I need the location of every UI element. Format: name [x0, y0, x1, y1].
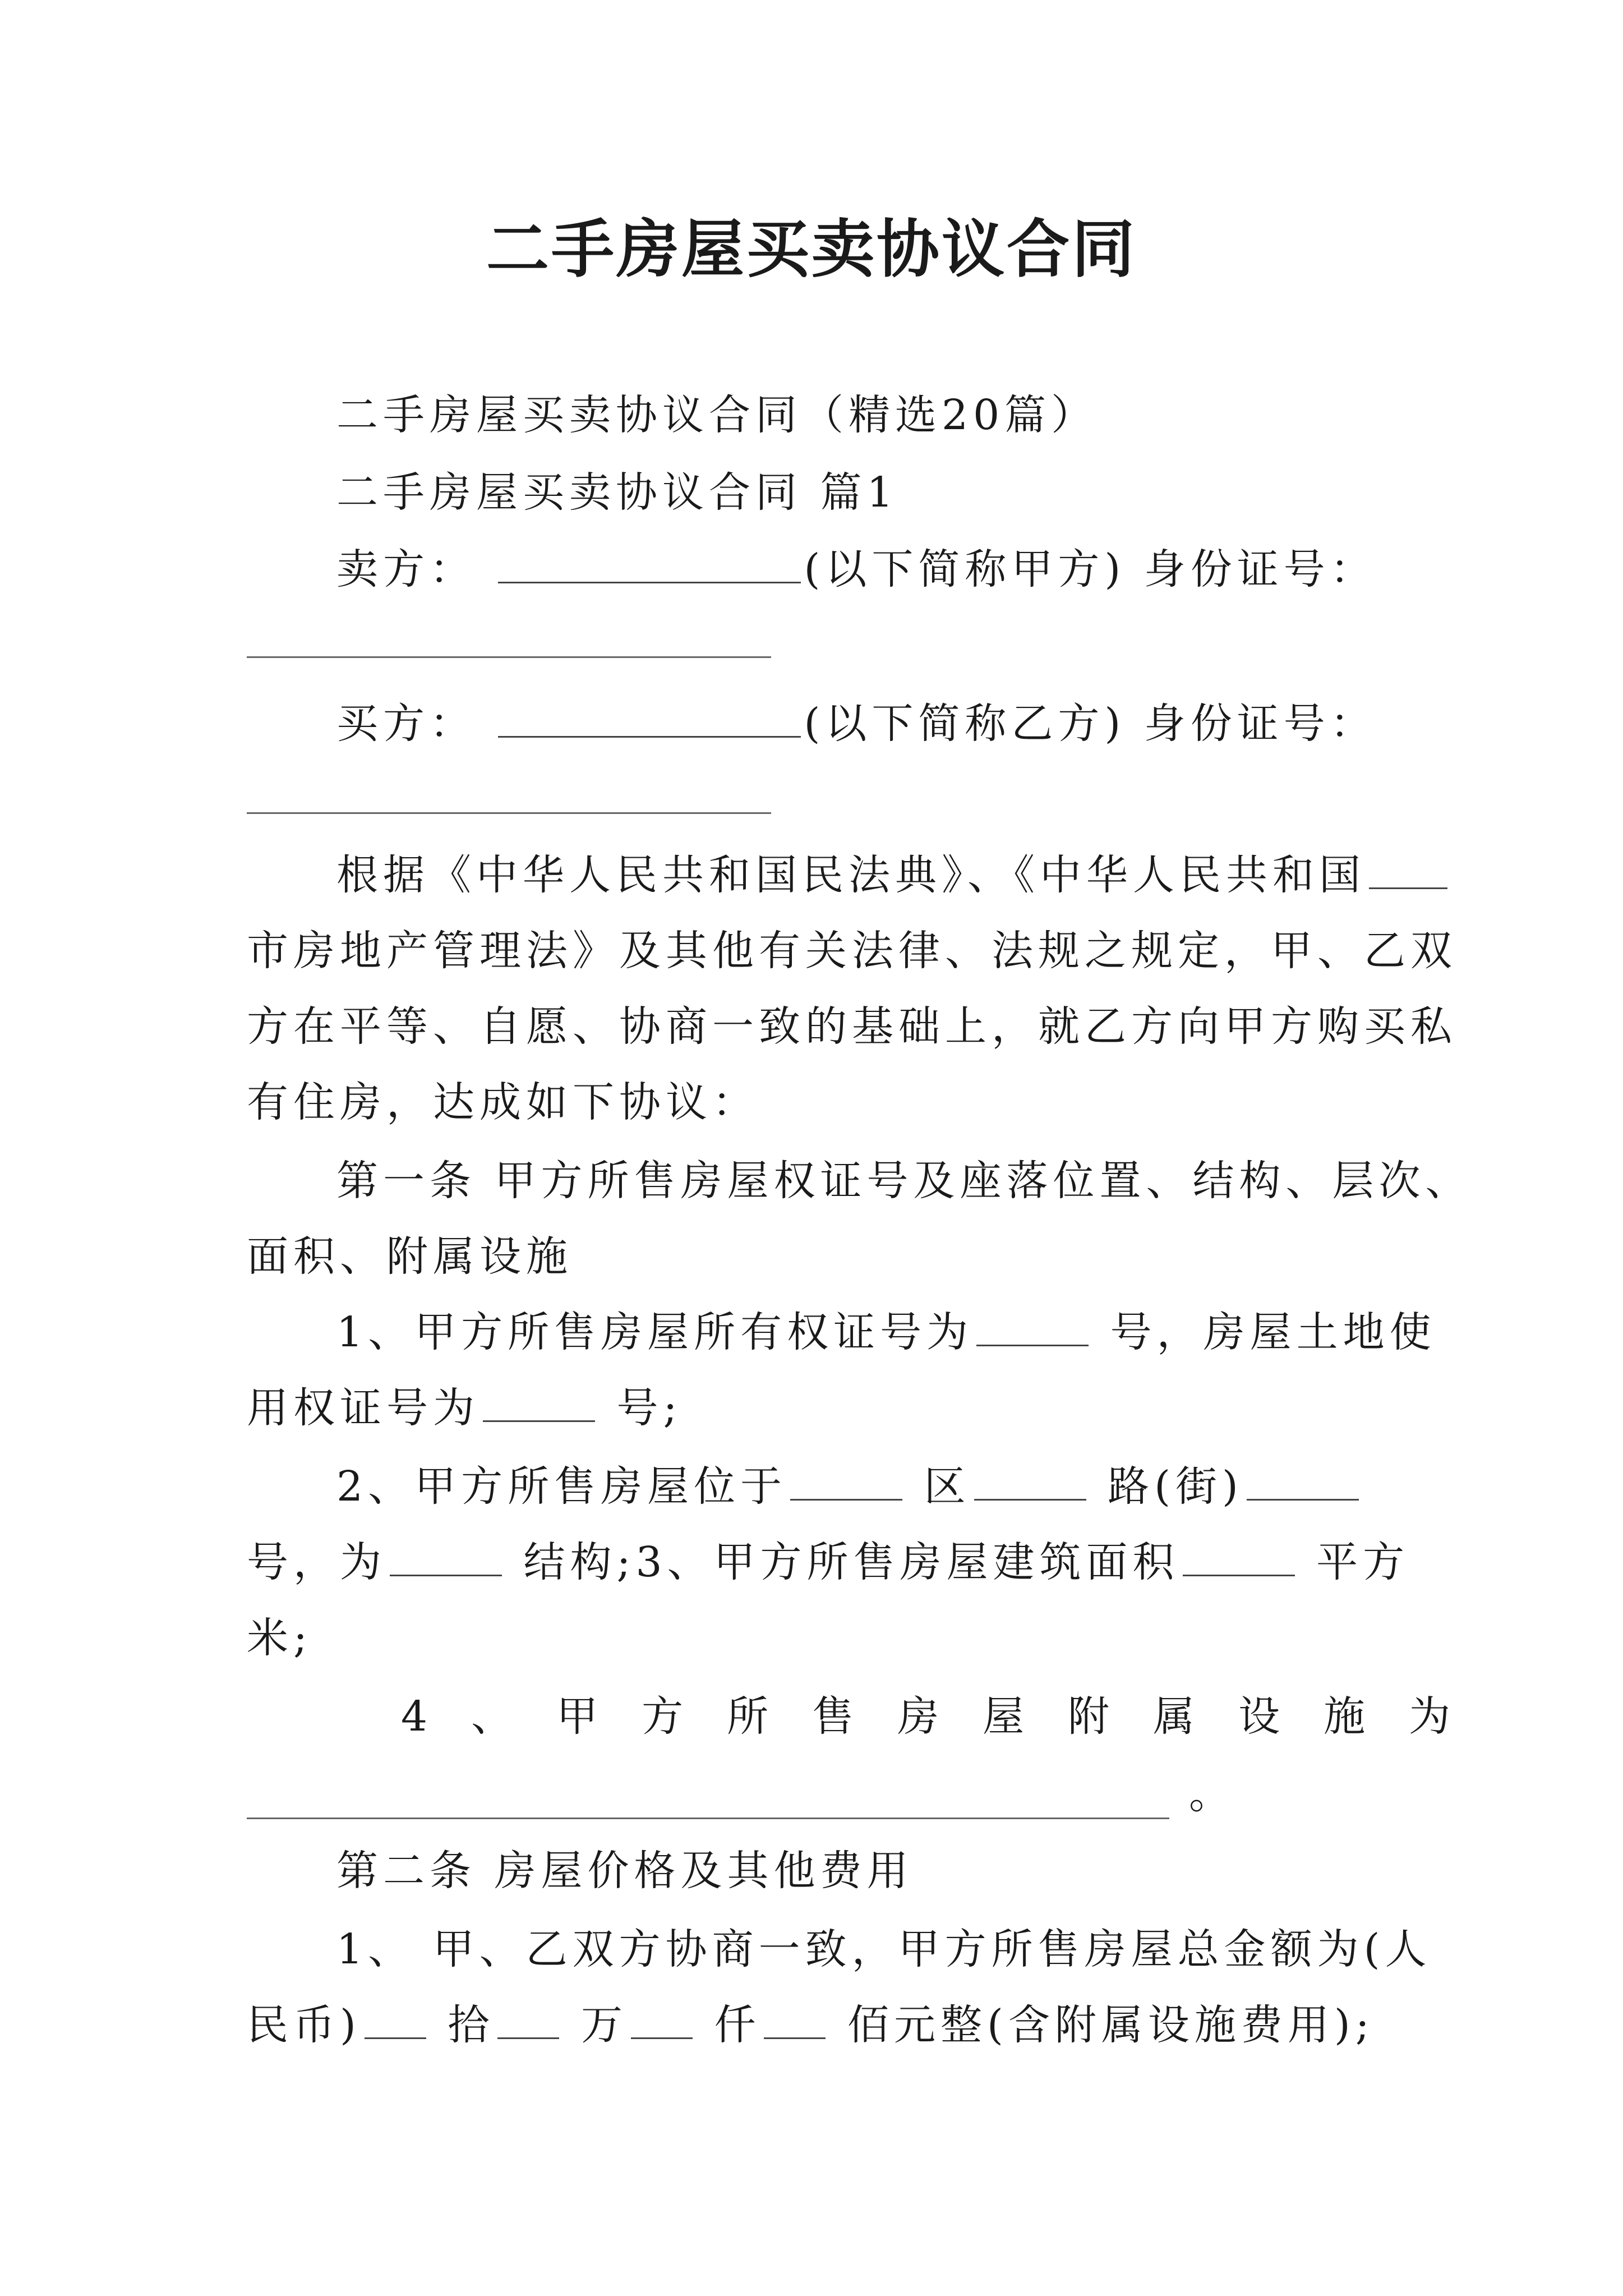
price-text-d: 万	[580, 2001, 628, 2049]
article2-heading: 第二条 房屋价格及其他费用	[336, 1847, 914, 1895]
chapter-title: 二手房屋买卖协议合同 篇1	[336, 468, 898, 517]
clause1-text-c: 用权证号为	[247, 1384, 479, 1432]
document-title: 二手房屋买卖协议合同	[486, 213, 1137, 286]
article1-clause2-line1	[336, 1458, 1362, 1515]
seller-name-blank	[498, 542, 801, 583]
article1-clause2-line2	[247, 1534, 1409, 1590]
price-text-f: 佰元整(含附属设施费用);	[847, 2001, 1375, 2049]
price-text-b: 民币)	[247, 2001, 361, 2049]
article1-heading-1: 第一条 甲方所售房屋权证号及座落位置、结构、层次、	[336, 1157, 1472, 1205]
land-cert-blank	[483, 1381, 595, 1422]
price-qian-blank	[631, 1998, 693, 2039]
clause2-text-d: 号，为	[247, 1538, 386, 1586]
district-blank	[790, 1460, 902, 1501]
clause1-text-a: 1、甲方所售房屋所有权证号为	[336, 1308, 974, 1356]
buyer-id-blank	[247, 812, 771, 814]
buyer-suffix: (以下简称乙方) 身份证号：	[804, 700, 1377, 748]
price-text-e: 仟	[714, 2001, 761, 2049]
clause2-text-a: 2、甲方所售房屋位于	[336, 1462, 787, 1511]
buyer-line	[336, 696, 1377, 752]
clause1-text-d: 号;	[616, 1384, 683, 1432]
seller-label: 卖方：	[336, 545, 476, 593]
article2-clause1-line1: 1、 甲、乙双方协商一致，甲方所售房屋总金额为(人	[336, 1925, 1432, 1973]
article2-clause1-line2	[247, 1997, 1375, 2053]
facilities-blank	[247, 1818, 1169, 1819]
clause2-text-b: 区	[924, 1462, 971, 1511]
price-bai-blank	[764, 1998, 826, 2039]
buyer-label: 买方：	[336, 700, 476, 748]
clause2-text-c: 路(街)	[1108, 1462, 1243, 1511]
city-blank	[1369, 848, 1447, 889]
collection-title: 二手房屋买卖协议合同（精选20篇）	[336, 391, 1098, 439]
article1-clause4-line1: 4、甲方所售房屋附属设施为	[401, 1692, 1495, 1741]
preamble-line-2: 市房地产管理法》及其他有关法律、法规之规定，甲、乙双	[247, 927, 1457, 975]
price-text-c: 拾	[448, 2001, 495, 2049]
road-blank	[974, 1460, 1086, 1501]
article1-clause2-line3: 米;	[247, 1614, 312, 1662]
buyer-name-blank	[498, 697, 801, 738]
structure-blank	[390, 1535, 502, 1576]
clause2-text-f: 平方	[1316, 1538, 1410, 1586]
clause2-text-e: 结构;3、甲方所售房屋建筑面积	[523, 1538, 1179, 1586]
seller-line	[336, 541, 1377, 597]
article1-clause1-line1	[336, 1304, 1436, 1360]
price-shi-wan-blank	[365, 1998, 426, 2039]
seller-suffix: (以下简称甲方) 身份证号：	[804, 545, 1377, 593]
preamble-line-4: 有住房，达成如下协议：	[247, 1078, 759, 1126]
preamble-text-1: 根据《中华人民共和国民法典》、《中华人民共和国	[336, 851, 1366, 899]
preamble-line-3: 方在平等、自愿、协商一致的基础上，就乙方向甲方购买私	[247, 1002, 1457, 1051]
number-blank	[1247, 1460, 1359, 1501]
article1-clause1-line2	[247, 1380, 682, 1436]
article1-heading-2: 面积、附属设施	[247, 1232, 573, 1281]
ownership-cert-blank	[976, 1305, 1089, 1346]
article1-clause4-end: 。	[1189, 1770, 1235, 1818]
clause1-text-b: 号，房屋土地使	[1110, 1308, 1436, 1356]
area-blank	[1183, 1535, 1295, 1576]
price-wan-blank	[497, 1998, 559, 2039]
seller-id-blank	[247, 656, 771, 658]
preamble-line-1	[336, 847, 1451, 903]
